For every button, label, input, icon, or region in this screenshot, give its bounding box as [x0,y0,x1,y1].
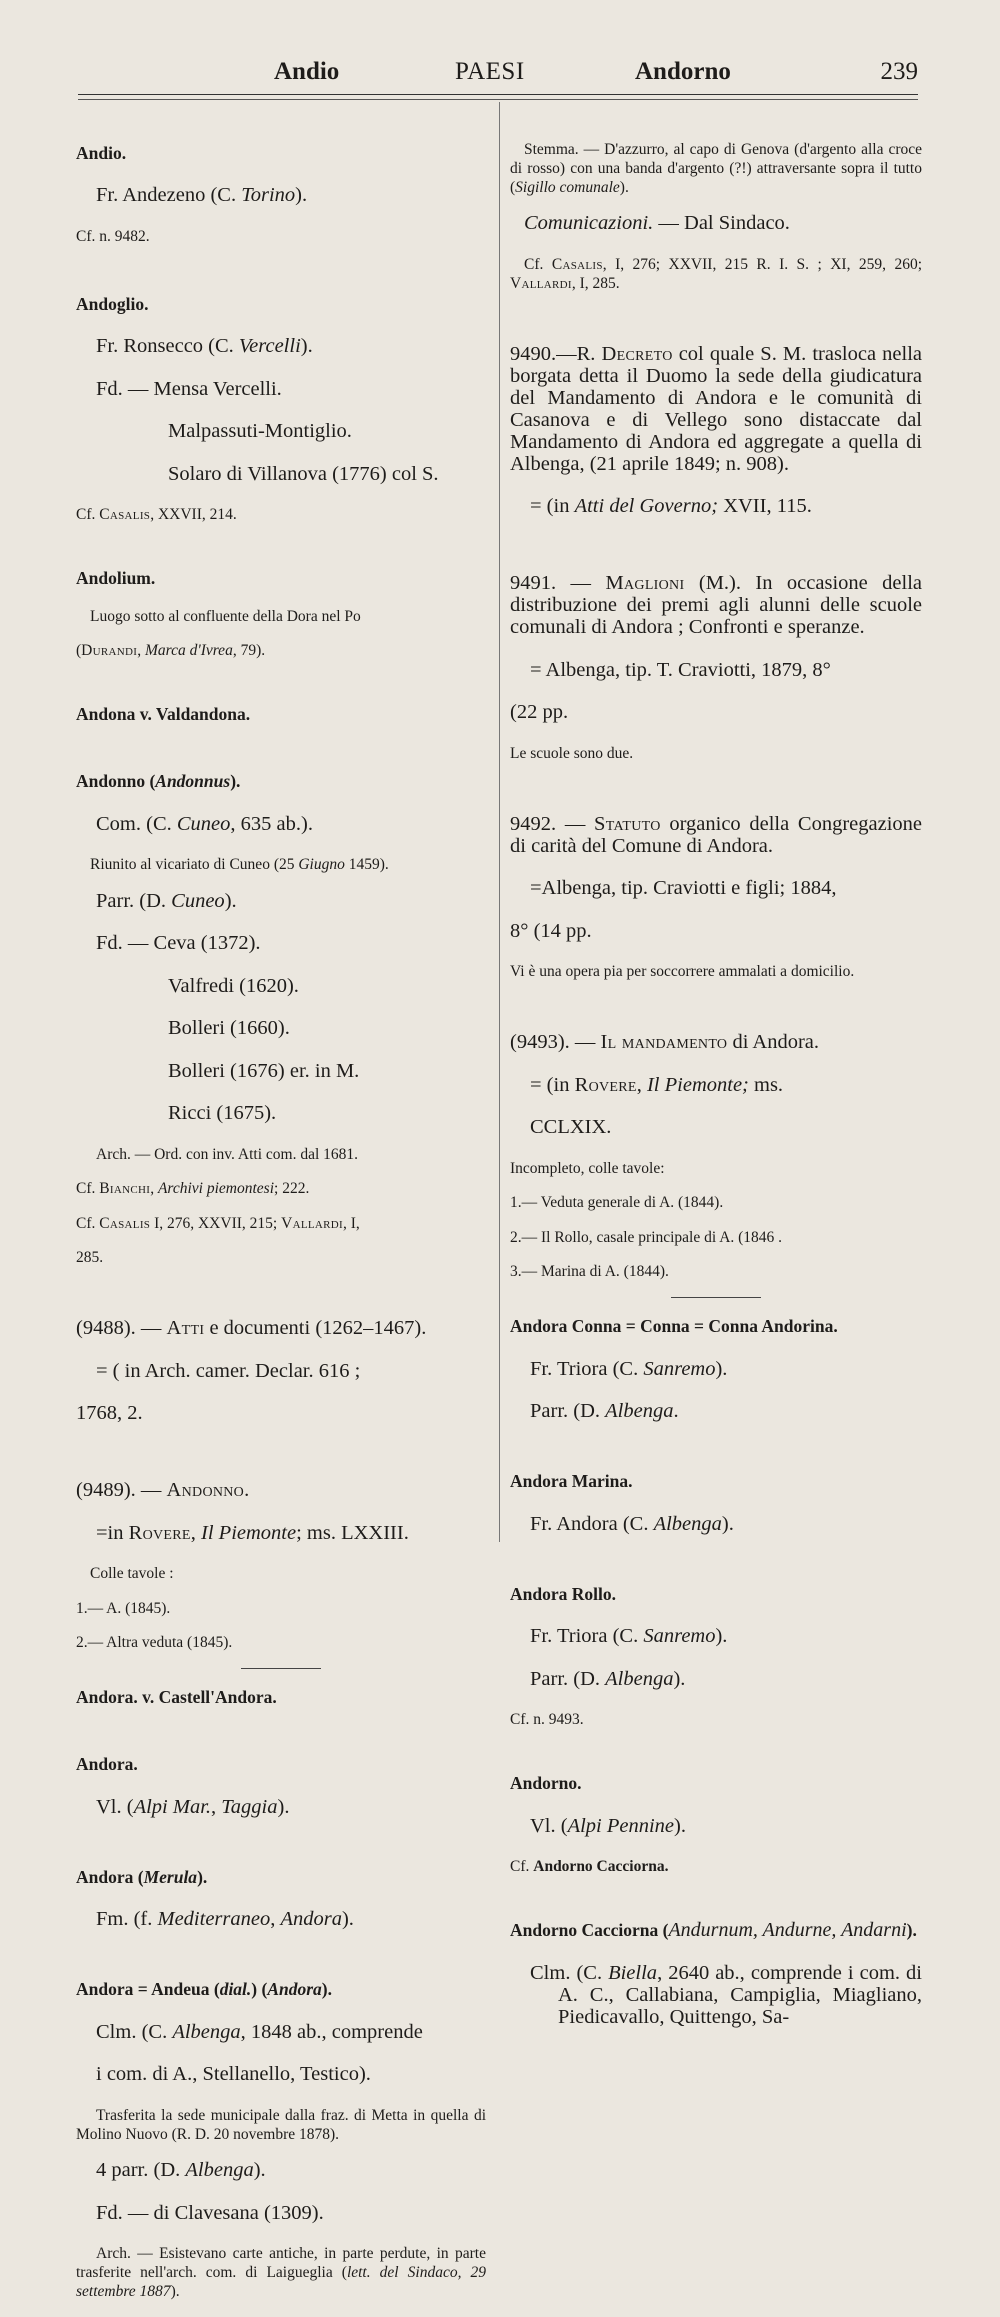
entry-line: Parr. (D. Albenga). [530,1667,686,1690]
entry-headword: Andoglio. [76,293,149,314]
entry-line: Fr. Andora (C. Albenga). [530,1512,734,1535]
entry-line: Parr. (D. Cuneo). [96,889,237,912]
entry-reference: 285. [76,1249,104,1266]
entry-reference: Cf. Bianchi, Archivi piemontesi; 222. [76,1180,310,1197]
entry-reference: Cf. n. 9482. [76,227,150,245]
entry-andora-andeua [76,1978,486,2301]
entry-andio [76,142,486,246]
entry-headword: Andonno (Andonnus). [76,771,241,791]
bib-note: Vi è una opera pia per soccorrere ammalati a domicilio. [510,963,855,980]
entry-headword: Andora. [76,1754,138,1774]
entry-line: Fr. Ronsecco (C. Vercelli). [96,335,313,357]
entry-line: 4 parr. (D. Albenga). [96,2159,266,2181]
entry-line: Fr. Andezeno (C. Torino). [96,184,308,206]
bib-9492 [510,813,922,982]
entry-archive: Arch. — Ord. con inv. Atti com. dal 1681. [96,1145,359,1163]
plate-item: 1.— Veduta generale di A. (1844). [510,1194,724,1211]
bib-text: 9492. — Statuto organico della Congregazione di carità del Comune di Andora. [510,812,923,857]
bib-line: = (in Rovere, Il Piemonte; ms. [530,1073,784,1096]
bib-text: 9491. — Maglioni (M.). In occasione della distribuzione dei premi agli alunni delle scuole comunali di Andora ; Confronti e speranze. [510,572,923,638]
bib-note: Le scuole sono due. [510,744,634,762]
entry-line: Fm. (f. Mediterraneo, Andora). [96,1908,354,1930]
entry-note: Trasferita la sede municipale dalla fraz. di Metta in quella di Molino Nuovo (R. D. 20 novembre 1878). [76,2106,486,2143]
bib-line: = (in Atti del Governo; XVII, 115. [530,495,812,517]
entry-andorno [510,1772,922,1876]
bib-line: =Albenga, tip. Craviotti e figli; 1884, [530,877,837,899]
stemma-note: Stemma. — D'azzurro, al capo di Genova (d'argento alla croce di rosso) con una banda d'argento (?!) attraversante sopra il tutto (Sigillo comunale). [510,140,922,196]
entry-headword: Andorno Cacciorna (Andurnum, Andurne, Andarni). [510,1919,917,1941]
entry-line: Clm. (C. Biella, 2640 ab., comprende i com. di A. C., Callabiana, Campiglia, Miagliano, Piedicavallo, Quittengo, Sa- [530,1961,922,2028]
left-column [76,124,486,2317]
entry-reference: Cf. n. 9493. [510,1711,584,1728]
entry-line: Ricci (1675). [168,1102,277,1124]
page-number: 239 [880,58,918,85]
plate-item: 1.— A. (1845). [76,1599,171,1617]
running-header [78,58,918,94]
separator-rule [671,1297,761,1298]
right-column [510,124,922,2048]
bib-line: 1768, 2. [76,1402,143,1424]
plate-item: 2.— Altra veduta (1845). [76,1634,233,1651]
bib-line: (9488). — Atti e documenti (1262–1467). [76,1317,427,1339]
entry-andora-v: Andora. v. Castell'Andora. [76,1687,277,1707]
header-section: PAESI [455,58,525,85]
entry-line: Valfredi (1620). [168,974,299,997]
entry-headword: Andora Rollo. [510,1583,616,1604]
entry-line: Fr. Triora (C. Sanremo). [530,1625,728,1647]
entry-reference: Cf. Casalis I, 276, XXVII, 215; Vallardi, I, [76,1214,360,1232]
entry-headword: Andorno. [510,1773,582,1793]
plate-item: 3.— Marina di A. (1844). [510,1263,669,1280]
header-rule [78,94,918,95]
entry-line: Fd. — Ceva (1372). [96,932,261,954]
bib-line: (9493). — Il mandamento di Andora. [510,1031,820,1053]
entry-line: Parr. (D. Albenga. [530,1400,679,1422]
entry-note: Luogo sotto al confluente della Dora nel Po [90,607,361,625]
entry-headword: Andio. [76,142,127,163]
entry-line: Fd. — di Clavesana (1309). [96,2201,324,2224]
entry-andorno-cacciorna [510,1919,922,2028]
entry-headword: Andolium. [76,568,156,588]
entry-headword: Andora = Andeua (dial.) (Andora). [76,1979,332,1999]
bib-line: =in Rovere, Il Piemonte; ms. LXXIII. [96,1521,409,1544]
entry-line: Malpassuti-Montiglio. [168,420,352,442]
header-rule-thin [78,99,918,100]
entry-andora-marina [510,1470,922,1535]
bib-9488 [76,1317,486,1424]
entry-line: Bolleri (1660). [168,1017,290,1039]
bib-9493 [510,1031,922,1281]
entry-andora-conna [510,1315,922,1422]
bib-9491 [510,572,922,763]
header-left-word: Andio [274,58,340,85]
bib-line: 8° (14 pp. [510,919,592,942]
entry-reference: Cf. Casalis, XXVII, 214. [76,506,237,523]
entry-note: (Durandi, Marca d'Ivrea, 79). [76,642,266,659]
bib-9490 [510,343,922,518]
entry-line: Fd. — Mensa Vercelli. [96,377,282,400]
entry-andolium [76,567,486,660]
entry-archive: Arch. — Esistevano carte antiche, in parte perdute, in parte trasferite nell'arch. com. di Laigueglia (lett. del Sindaco, 29 settembre 1887). [76,2245,486,2300]
comunicazioni-line: Comunicazioni. — Dal Sindaco. [524,212,790,234]
entry-headword: Andora Conna = Conna = Conna Andorina. [510,1316,838,1336]
entry-andora-rollo [510,1583,922,1730]
entry-reference: Cf. Andorno Cacciorna. [510,1858,669,1875]
bib-line: CCLXIX. [530,1116,612,1138]
entry-line: Clm. (C. Albenga, 1848 ab., comprende [96,2020,423,2043]
entry-line: Fr. Triora (C. Sanremo). [530,1357,728,1380]
bib-9489 [76,1479,486,1652]
plate-item: 2.— Il Rollo, casale principale di A. (1846 . [510,1228,783,1246]
entry-andora-merula [76,1866,486,1931]
bib-line: = Albenga, tip. T. Craviotti, 1879, 8° [530,658,831,681]
right-reference: Cf. Casalis, I, 276; XXVII, 215 R. I. S. ; XI, 259, 260; Vallardi, I, 285. [510,255,922,292]
bib-note: Colle tavole : [90,1565,174,1582]
entry-line: Solaro di Villanova (1776) col S. [168,462,439,485]
bib-line: (22 pp. [510,701,569,723]
entry-line: Com. (C. Cuneo, 635 ab.). [96,812,313,835]
entry-line: Vl. (Alpi Pennine). [530,1814,686,1837]
entry-line: i com. di A., Stellanello, Testico). [96,2063,371,2085]
column-divider [499,102,500,1542]
entry-note: Riunito al vicariato di Cuneo (25 Giugno 1459). [90,856,389,873]
bib-line: (9489). — Andonno. [76,1479,250,1501]
entry-line: Vl. (Alpi Mar., Taggia). [96,1795,290,1818]
entry-headword: Andora (Merula). [76,1866,208,1887]
bib-text: 9490.—R. Decreto col quale S. M. trasloca nella borgata detta il Duomo la sede della giudicatura del Mandamento di Andora e le comunità di Casanova e di Vellego sono distaccate dal Mandamento di Andora ed aggregate a quella di Albenga, (21 aprile 1849; n. 908). [510,342,922,475]
separator-rule [241,1668,321,1669]
entry-andoglio [76,293,486,525]
entry-andona: Andona v. Valdandona. [76,704,251,724]
entry-andora-vl [76,1753,486,1818]
bib-note: Incompleto, colle tavole: [510,1159,665,1177]
entry-line: Bolleri (1676) er. in M. [168,1059,360,1082]
header-right-word: Andorno [635,58,731,85]
entry-andonno [76,770,486,1267]
bib-line: = ( in Arch. camer. Declar. 616 ; [96,1359,361,1382]
entry-headword: Andora Marina. [510,1471,633,1491]
